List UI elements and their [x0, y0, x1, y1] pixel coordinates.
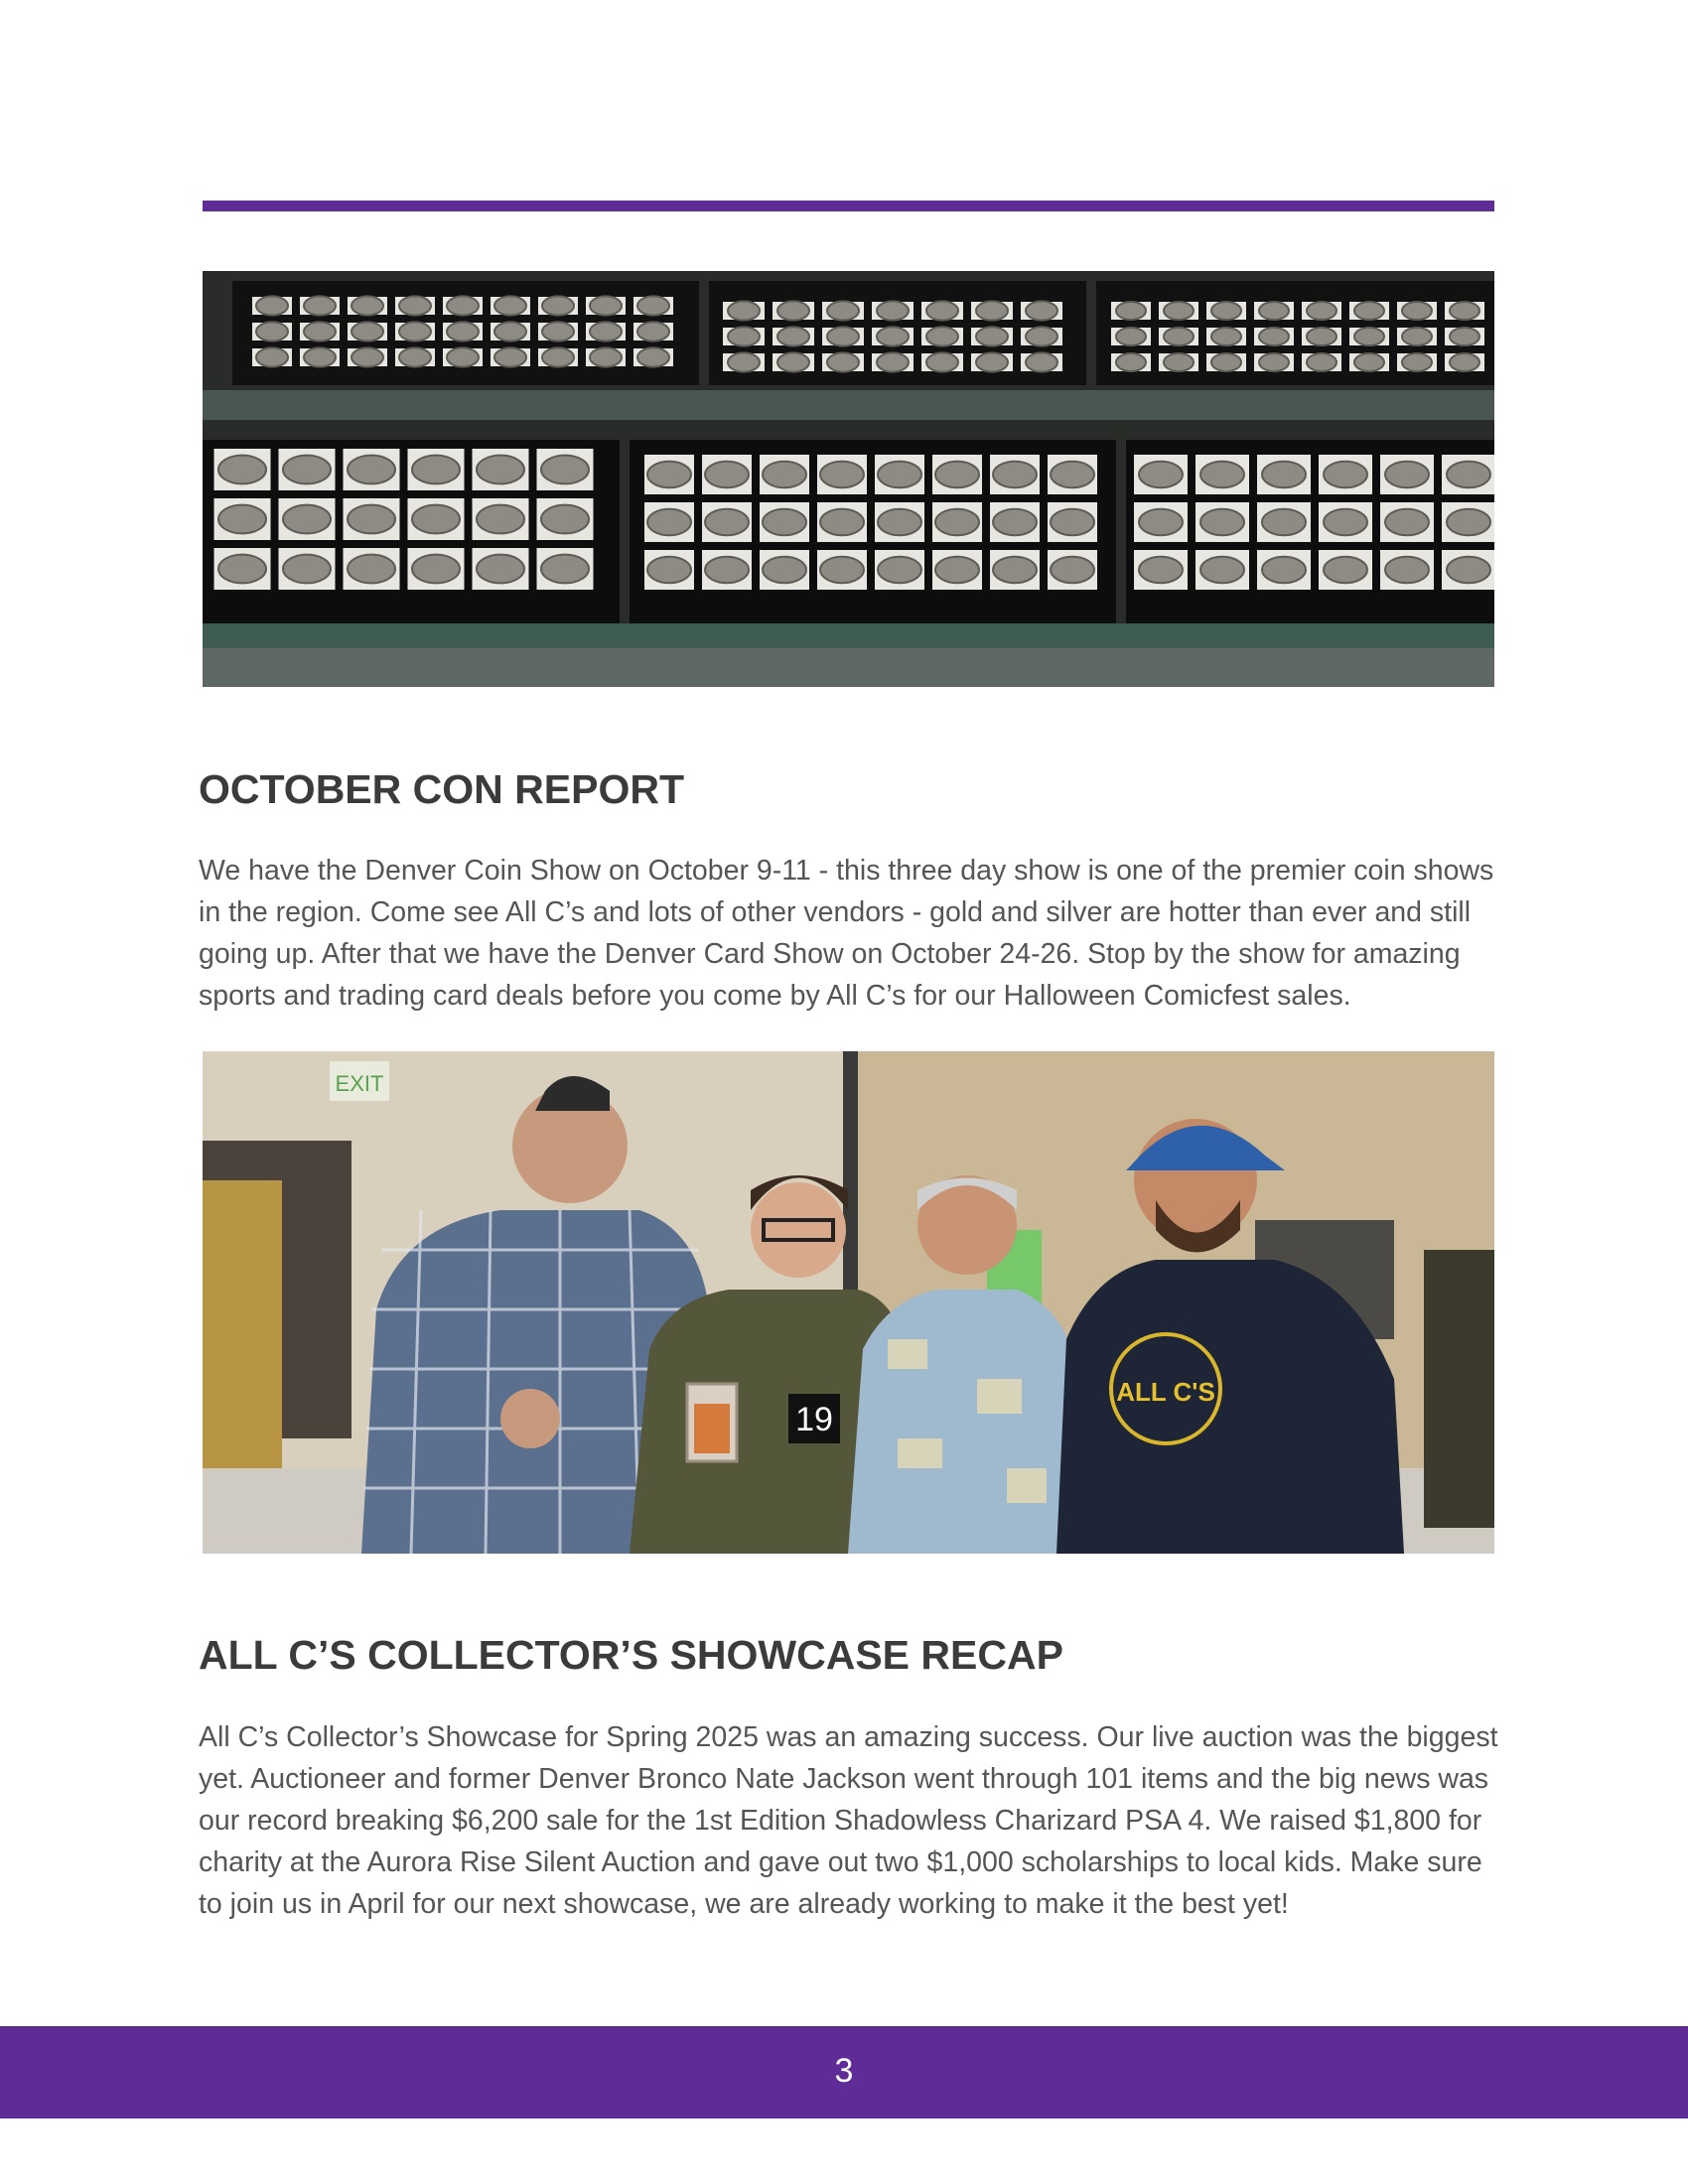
coin: [1116, 353, 1146, 371]
coin: [348, 505, 395, 534]
coin: [447, 322, 479, 341]
coin: [820, 509, 864, 535]
coin: [218, 555, 266, 584]
coin: [477, 505, 524, 534]
coin: [647, 509, 691, 535]
coin: [256, 296, 288, 315]
coin: [1051, 509, 1094, 535]
coin: [926, 327, 958, 345]
coin: [304, 322, 336, 341]
coin: [412, 456, 460, 484]
coin: [218, 505, 266, 534]
coin: [705, 557, 749, 583]
coin: [878, 462, 921, 487]
coin: [1164, 353, 1194, 371]
showcase-group-photo: [203, 1051, 1494, 1554]
coin: [1139, 509, 1183, 535]
coin: [447, 296, 479, 315]
coin: [494, 347, 526, 366]
coin: [976, 352, 1008, 371]
coin: [1307, 328, 1336, 345]
coin: [820, 462, 864, 487]
section-body-showcase-recap: All C’s Collector’s Showcase for Spring 2025 was an amazing success. Our live auction was the biggest yet. Auctioneer and former Denver Bronco Nate Jackson went through 101 items and the big news was our record breaking $6,200 sale for the 1st Edition Shadowless Charizard PSA 4. We raised $1,800 for charity at the Aurora Rise Silent Auction and gave out two $1,000 scholarships to local kids. Make sure to join us in April for our next showcase, we are already working to make it the best yet!: [199, 1721, 1498, 1920]
coin: [494, 296, 526, 315]
coin: [1200, 557, 1244, 583]
coin: [1200, 509, 1244, 535]
coin: [1200, 462, 1244, 487]
coin: [1324, 509, 1367, 535]
coin: [541, 555, 589, 584]
coin: [1164, 328, 1194, 345]
coin: [1139, 557, 1183, 583]
coin: [935, 557, 979, 583]
svg-text:EXIT: EXIT: [335, 1071, 384, 1096]
coin: [1354, 353, 1384, 371]
coin: [1262, 509, 1306, 535]
coin: [1324, 557, 1367, 583]
coin: [447, 347, 479, 366]
coin: [763, 509, 806, 535]
coin: [1262, 557, 1306, 583]
coin: [878, 557, 921, 583]
coin: [1450, 302, 1479, 320]
coin: [827, 352, 859, 371]
coin: [637, 296, 669, 315]
coin: [647, 462, 691, 487]
coin: [1402, 353, 1432, 371]
coin: [1385, 509, 1429, 535]
coin: [1259, 302, 1289, 320]
coin: [1354, 302, 1384, 320]
coin: [1259, 328, 1289, 345]
coin: [590, 347, 622, 366]
coin: [399, 296, 431, 315]
coin: [352, 347, 383, 366]
coin: [1447, 462, 1490, 487]
section-heading-con-report: OCTOBER CON REPORT: [199, 766, 684, 812]
section-body-con-report: We have the Denver Coin Show on October 9-11 - this three day show is one of the premier coin shows in the region. Come see All C’s and lots of other vendors - gold and silver are hotter than ever and still going up. After that we have the Denver Card Show on October 24-26. Stop by the show for amazing sports and trading card deals before you come by All C’s for our Halloween Comicfest sales.: [199, 855, 1494, 1012]
coin: [1051, 462, 1094, 487]
coin: [926, 352, 958, 371]
coin: [878, 509, 921, 535]
coin: [590, 296, 622, 315]
coin: [637, 322, 669, 341]
coin: [1402, 302, 1432, 320]
coin: [935, 462, 979, 487]
coin: [827, 301, 859, 320]
coin: [352, 322, 383, 341]
svg-text:19: 19: [795, 1401, 833, 1438]
coin: [728, 301, 760, 320]
coin: [877, 352, 909, 371]
coin: [777, 327, 809, 345]
coin-cases-image: [203, 271, 1494, 687]
coin: [256, 322, 288, 341]
coin: [647, 557, 691, 583]
coin: [1307, 302, 1336, 320]
footer-bar: [0, 2026, 1688, 2118]
coin: [283, 456, 331, 484]
coin: [494, 322, 526, 341]
coin: [993, 557, 1037, 583]
coin: [827, 327, 859, 345]
section-heading-showcase-recap: ALL C’S COLLECTOR’S SHOWCASE RECAP: [199, 1632, 1063, 1678]
coin: [705, 462, 749, 487]
coin: [877, 301, 909, 320]
coin: [777, 301, 809, 320]
coin: [763, 557, 806, 583]
coin: [976, 301, 1008, 320]
coin: [1402, 328, 1432, 345]
page-number: 3: [834, 2052, 854, 2090]
coin: [705, 509, 749, 535]
coin: [1385, 462, 1429, 487]
coin: [1385, 557, 1429, 583]
coin: [283, 555, 331, 584]
coin: [412, 505, 460, 534]
coin: [728, 352, 760, 371]
coin: [637, 347, 669, 366]
coin: [1307, 353, 1336, 371]
coin: [1026, 352, 1057, 371]
coin: [541, 456, 589, 484]
coin: [348, 456, 395, 484]
coin: [590, 322, 622, 341]
svg-text:ALL C'S: ALL C'S: [1116, 1377, 1215, 1407]
coin: [542, 347, 574, 366]
coin: [1116, 328, 1146, 345]
coin: [352, 296, 383, 315]
coin: [1211, 328, 1241, 345]
coin: [1450, 328, 1479, 345]
coin: [283, 505, 331, 534]
coin: [935, 509, 979, 535]
coin: [1450, 353, 1479, 371]
coin: [1259, 353, 1289, 371]
coin: [542, 296, 574, 315]
coin: [1211, 353, 1241, 371]
coin: [1447, 509, 1490, 535]
coin: [1051, 557, 1094, 583]
coin: [399, 322, 431, 341]
coin: [1116, 302, 1146, 320]
group-image: [203, 1051, 1494, 1554]
coin: [477, 456, 524, 484]
coin: [820, 557, 864, 583]
coin: [399, 347, 431, 366]
coin-display-photo: [203, 271, 1494, 687]
coin: [993, 509, 1037, 535]
coin: [412, 555, 460, 584]
coin: [1447, 557, 1490, 583]
coin: [1354, 328, 1384, 345]
coin: [348, 555, 395, 584]
coin: [1164, 302, 1194, 320]
coin: [541, 505, 589, 534]
coin: [304, 347, 336, 366]
coin: [926, 301, 958, 320]
coin: [1139, 462, 1183, 487]
coin: [993, 462, 1037, 487]
coin: [777, 352, 809, 371]
coin: [1262, 462, 1306, 487]
coin: [477, 555, 524, 584]
coin: [1324, 462, 1367, 487]
coin: [218, 456, 266, 484]
coin: [728, 327, 760, 345]
coin: [877, 327, 909, 345]
coin: [1211, 302, 1241, 320]
coin: [256, 347, 288, 366]
coin: [1026, 327, 1057, 345]
coin: [763, 462, 806, 487]
coin: [1026, 301, 1057, 320]
coin: [976, 327, 1008, 345]
top-accent-rule: [203, 201, 1494, 211]
coin: [304, 296, 336, 315]
coin: [542, 322, 574, 341]
